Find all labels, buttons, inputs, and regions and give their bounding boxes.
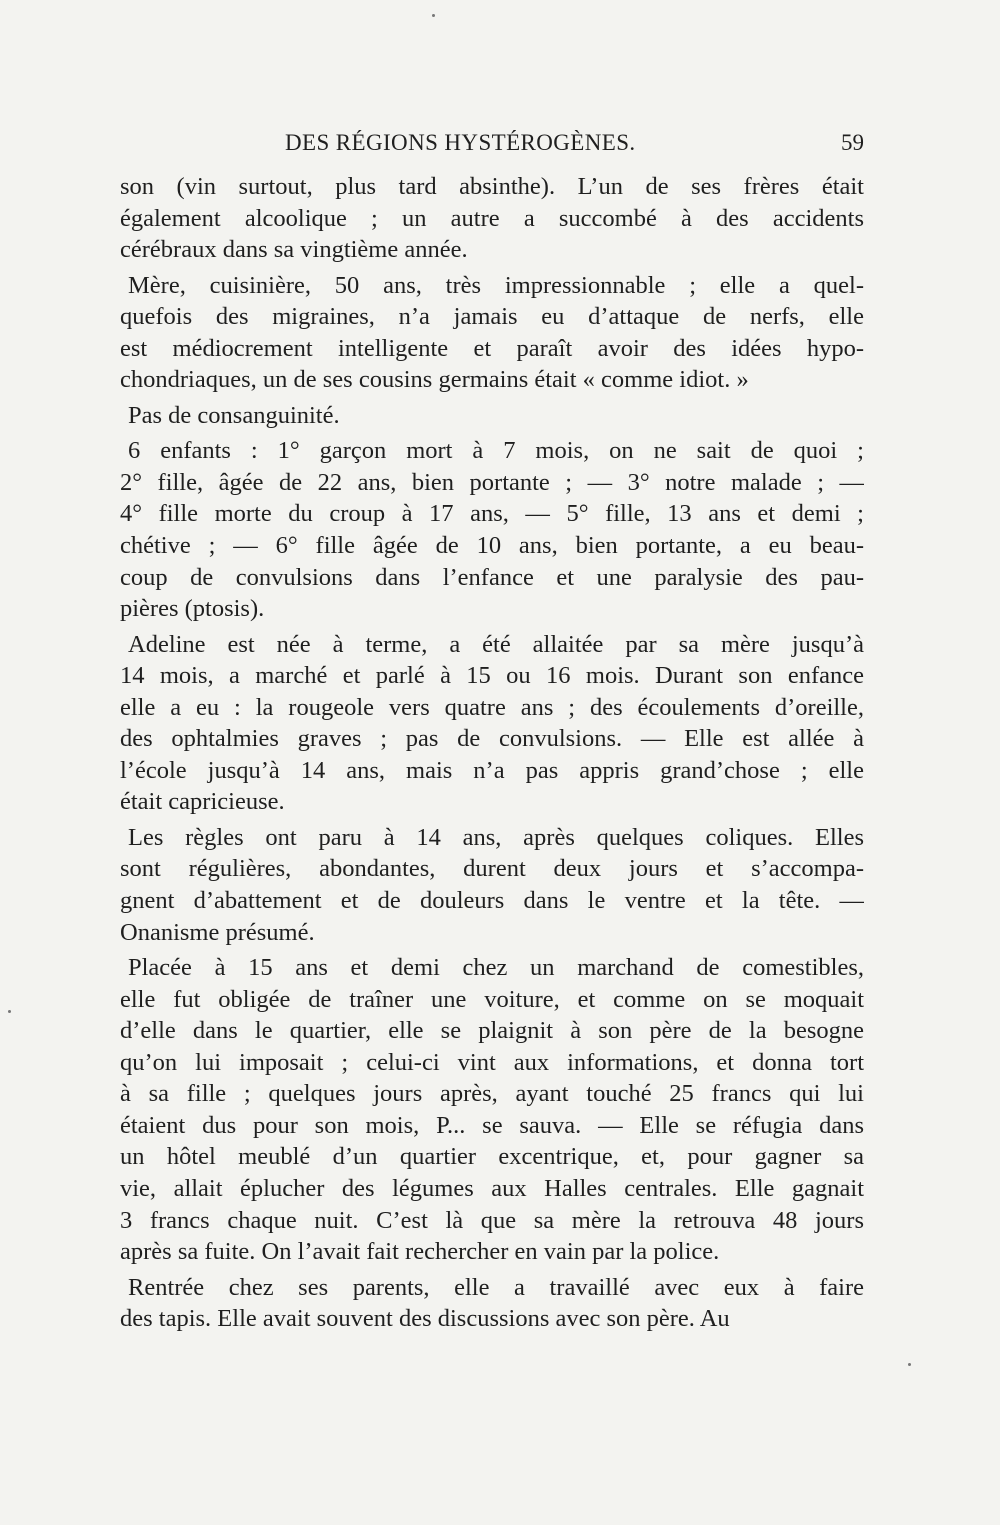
text-line: Onanisme présumé. [120,918,315,946]
text-line: Placée à 15 ans et demi chez un marchand de comestibles, [128,954,864,982]
text-line: 6 enfants : 1° garçon mort à 7 mois, on ne sait de quoi ; [128,437,864,465]
text-line: 14 mois, a marché et parlé à 15 ou 16 mois. Durant son enfance [120,662,864,690]
text-line: 4° fille morte du croup à 17 ans, — 5° fille, 13 ans et demi ; [120,500,864,528]
paragraph [120,171,864,266]
paragraph [120,1272,864,1335]
text-line: d’elle dans le quartier, elle se plaignit à son père de la besogne [120,1017,864,1045]
paragraph [120,952,864,1267]
paragraph [120,629,864,818]
text-line: l’école jusqu’à 14 ans, mais n’a pas appris grand’chose ; elle [120,756,864,784]
paragraph [120,435,864,624]
text-line: Adeline est née à terme, a été allaitée par sa mère jusqu’à [128,630,864,658]
paper-speck [8,1010,11,1013]
text-line: des tapis. Elle avait souvent des discussions avec son père. Au [120,1305,730,1333]
paper-speck [908,1363,911,1366]
text-line: coup de convulsions dans l’enfance et une paralysie des pau- [120,563,864,591]
paragraph [120,270,864,396]
body-text [120,171,864,1339]
text-line: chétive ; — 6° fille âgée de 10 ans, bien portante, a eu beau- [120,532,864,560]
running-title: DES RÉGIONS HYSTÉROGÈNES. [285,130,636,155]
text-line: chondriaques, un de ses cousins germains était « comme idiot. » [120,366,749,394]
text-line: des ophtalmies graves ; pas de convulsions. — Elle est allée à [120,725,864,753]
text-line: quefois des migraines, n’a jamais eu d’attaque de nerfs, elle [120,303,864,331]
text-line: gnent d’abattement et de douleurs dans le ventre et la tête. — [120,887,864,915]
text-line: sont régulières, abondantes, durent deux jours et s’accompa- [120,855,864,883]
text-line: elle a eu : la rougeole vers quatre ans ; des écoulements d’oreille, [120,693,864,721]
text-line: 3 francs chaque nuit. C’est là que sa mère la retrouva 48 jours [120,1206,864,1234]
text-line: Pas de consanguinité. [128,401,340,429]
text-line: étaient dus pour son mois, P... se sauva. — Elle se réfugia dans [120,1111,864,1139]
text-line: Les règles ont paru à 14 ans, après quelques coliques. Elles [128,823,864,851]
text-line: un hôtel meublé d’un quartier excentrique, et, pour gagner sa [120,1143,864,1171]
running-head [120,130,864,164]
text-line: est médiocrement intelligente et paraît avoir des idées hypo- [120,334,864,362]
paper-speck [432,14,435,17]
text-line: qu’on lui imposait ; celui-ci vint aux informations, et donna tort [120,1048,864,1076]
paragraph [120,400,864,432]
text-line: également alcoolique ; un autre a succombé à des accidents [120,204,864,232]
text-line: cérébraux dans sa vingtième année. [120,236,468,264]
text-line: à sa fille ; quelques jours après, ayant touché 25 francs qui lui [120,1080,864,1108]
text-line: était capricieuse. [120,788,285,816]
paragraph [120,822,864,948]
text-line: 2° fille, âgée de 22 ans, bien portante ; — 3° notre malade ; — [120,468,864,496]
text-line: elle fut obligée de traîner une voiture, et comme on se moquait [120,985,864,1013]
text-line: après sa fuite. On l’avait fait rechercher en vain par la police. [120,1238,720,1266]
text-line: Rentrée chez ses parents, elle a travaillé avec eux à faire [128,1273,864,1301]
page-number: 59 [841,130,864,155]
text-line: son (vin surtout, plus tard absinthe). L’un de ses frères était [120,173,864,200]
text-line: pières (ptosis). [120,595,265,623]
text-line: Mère, cuisinière, 50 ans, très impressionnable ; elle a quel- [128,271,864,299]
text-line: vie, allait éplucher des légumes aux Halles centrales. Elle gagnait [120,1174,864,1202]
